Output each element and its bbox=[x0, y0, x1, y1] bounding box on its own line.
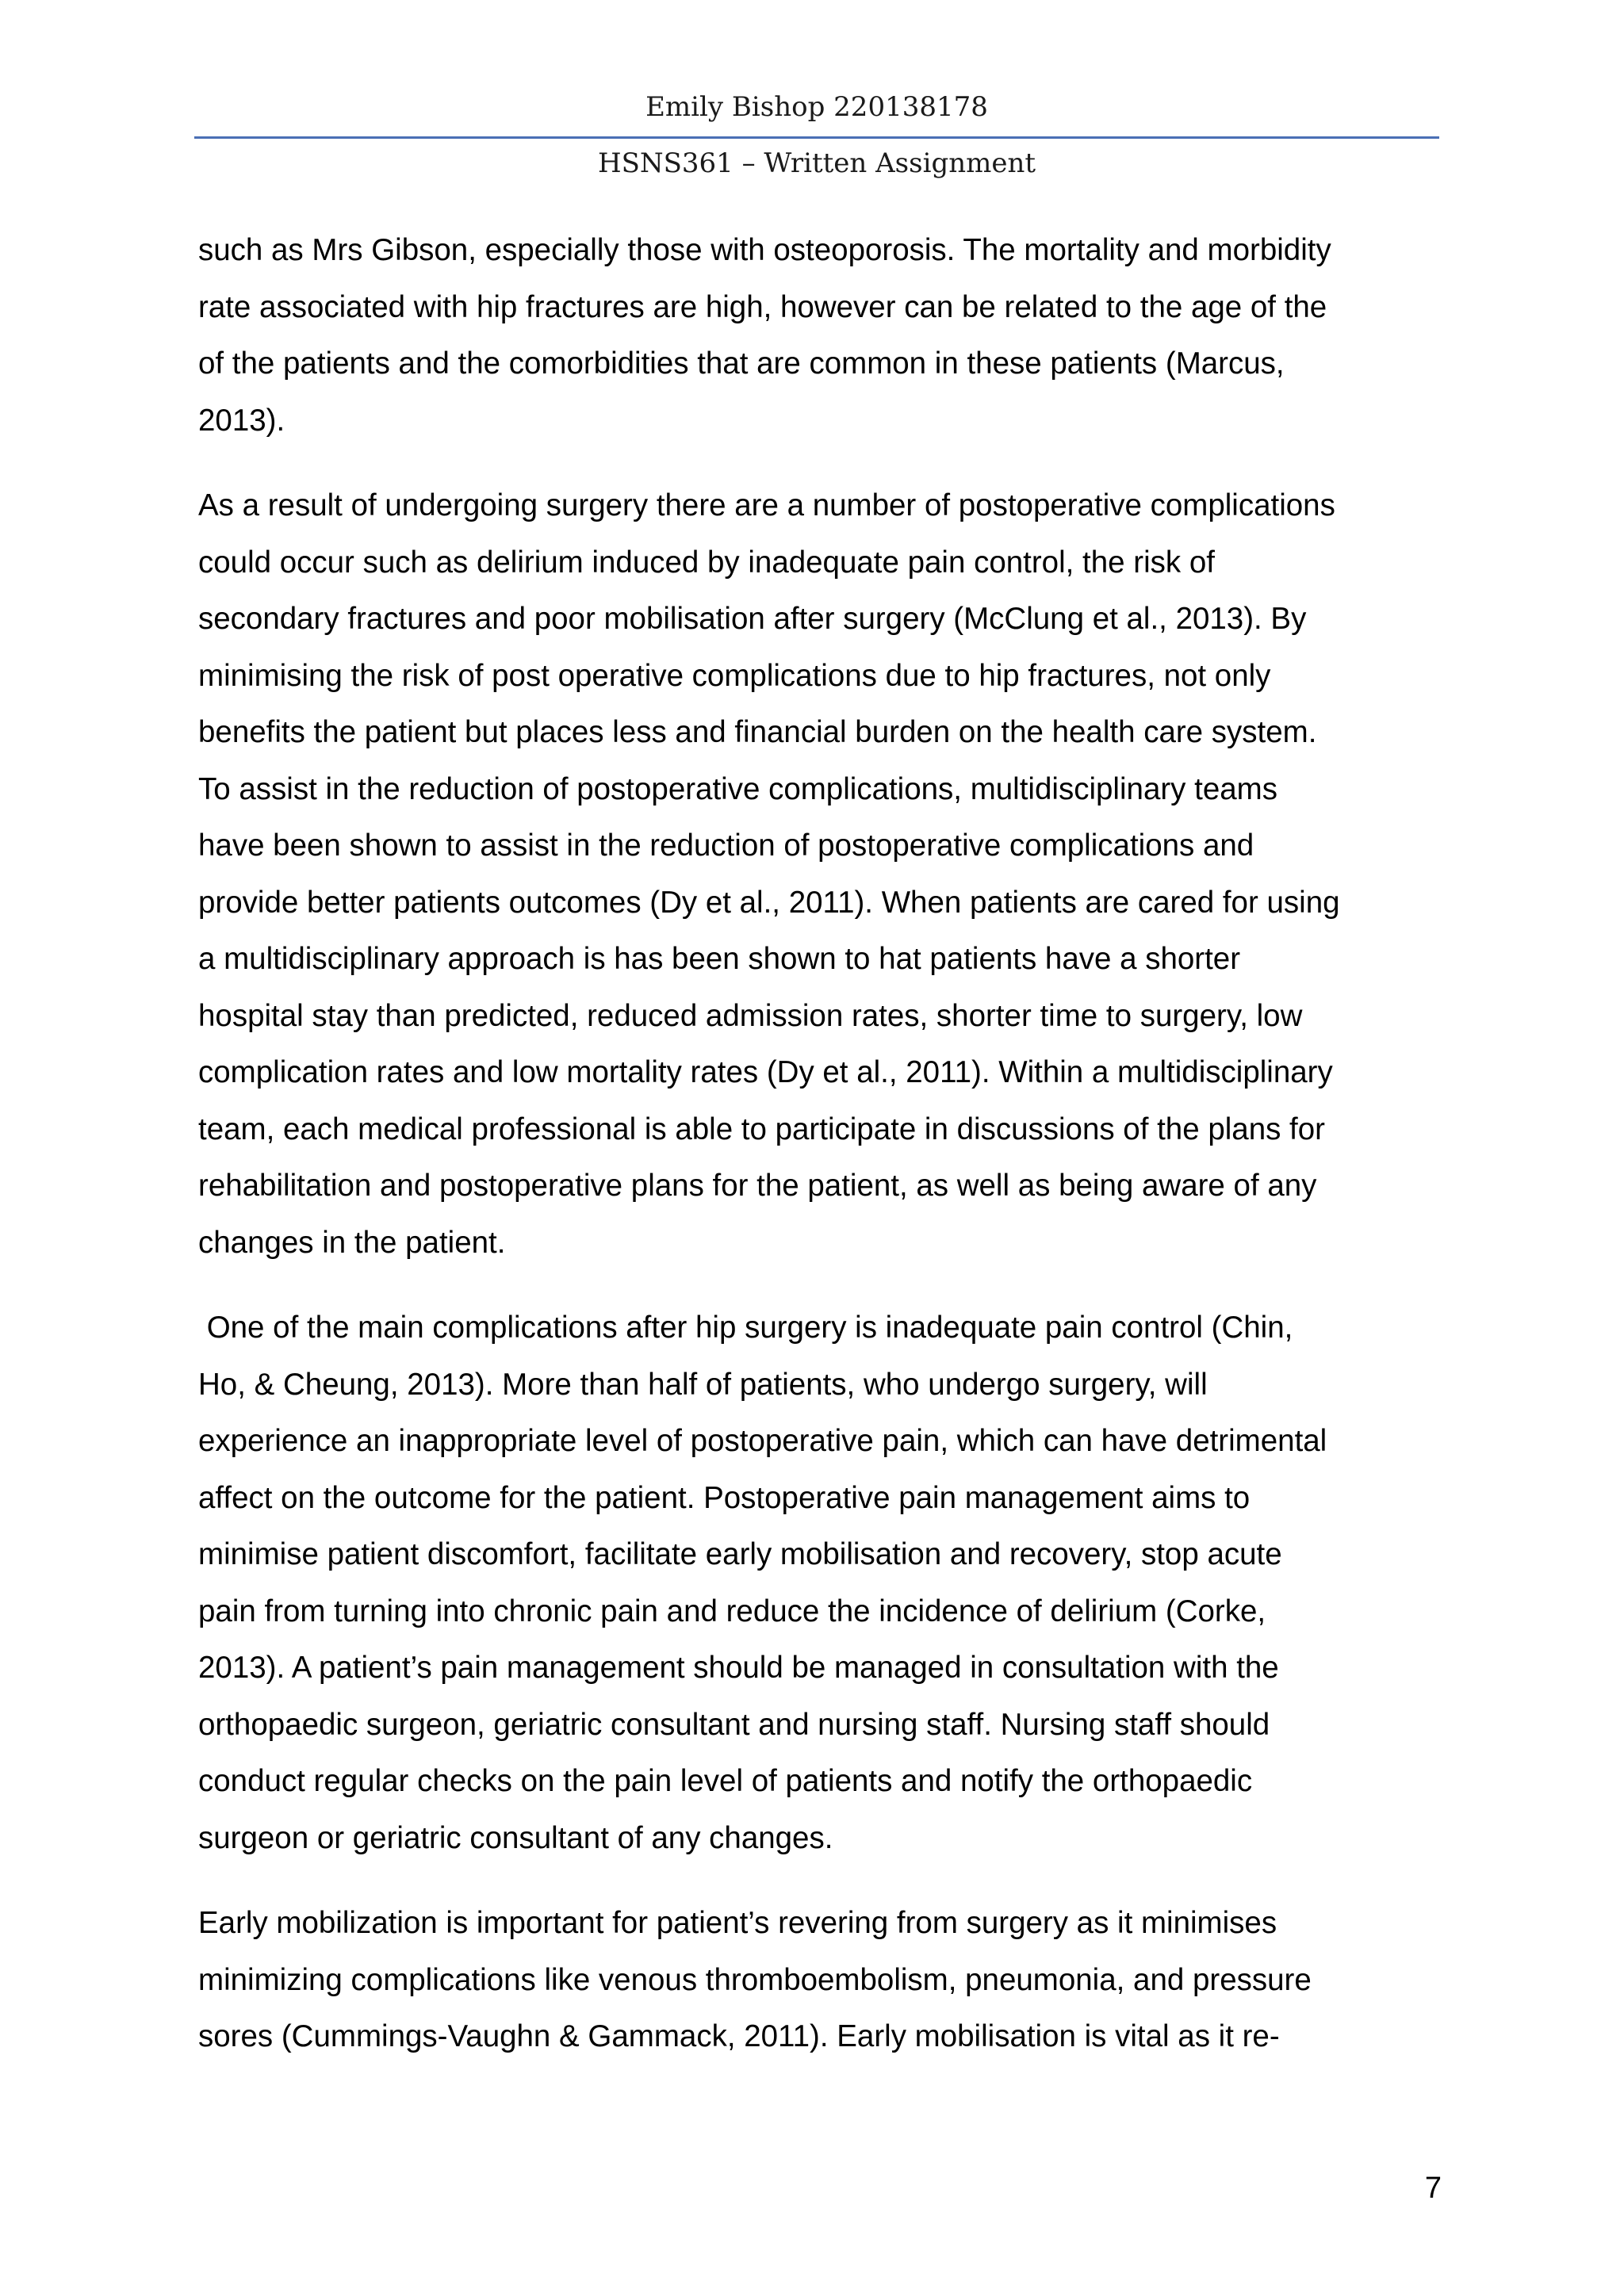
text-line: experience an inappropriate level of postoperative pain, which can have detrimental bbox=[198, 1424, 1327, 1458]
text-line: pain from turning into chronic pain and reduce the incidence of delirium (Corke, bbox=[198, 1594, 1266, 1628]
text-line: hospital stay than predicted, reduced admission rates, shorter time to surgery, low bbox=[198, 998, 1303, 1033]
paragraph-3 bbox=[198, 1299, 1435, 1866]
text-line: changes in the patient. bbox=[198, 1225, 506, 1260]
text-line: a multidisciplinary approach is has been shown to hat patients have a shorter bbox=[198, 942, 1241, 976]
text-line: complication rates and low mortality rates (Dy et al., 2011). Within a multidisciplinary bbox=[198, 1055, 1333, 1089]
text-line: minimise patient discomfort, facilitate early mobilisation and recovery, stop acute bbox=[198, 1537, 1282, 1571]
text-line: 2013). bbox=[198, 403, 285, 438]
text-line: minimizing complications like venous thromboembolism, pneumonia, and pressure bbox=[198, 1962, 1312, 1997]
text-line: secondary fractures and poor mobilisation after surgery (McClung et al., 2013). By bbox=[198, 602, 1307, 636]
text-line: provide better patients outcomes (Dy et al., 2011). When patients are cared for using bbox=[198, 885, 1340, 920]
text-line: affect on the outcome for the patient. Postoperative pain management aims to bbox=[198, 1480, 1251, 1515]
text-line: Early mobilization is important for patient’s revering from surgery as it minimises bbox=[198, 1906, 1277, 1940]
page-header bbox=[194, 87, 1439, 183]
text-line: sores (Cummings-Vaughn & Gammack, 2011). Early mobilisation is vital as it re- bbox=[198, 2019, 1280, 2053]
text-line: conduct regular checks on the pain level of patients and notify the orthopaedic bbox=[198, 1764, 1253, 1798]
text-line: such as Mrs Gibson, especially those with osteoporosis. The mortality and morbidity bbox=[198, 233, 1331, 267]
text-line: To assist in the reduction of postoperative complications, multidisciplinary teams bbox=[198, 771, 1277, 806]
text-line: 2013). A patient’s pain management should be managed in consultation with the bbox=[198, 1651, 1279, 1685]
page-number: 7 bbox=[1424, 2172, 1442, 2205]
header-course-line: HSNS361 – Written Assignment bbox=[597, 147, 1036, 179]
text-line: have been shown to assist in the reduction of postoperative complications and bbox=[198, 828, 1254, 863]
text-line: rehabilitation and postoperative plans for the patient, as well as being aware of any bbox=[198, 1169, 1317, 1203]
paragraph-1 bbox=[198, 222, 1435, 449]
text-line: orthopaedic surgeon, geriatric consultant and nursing staff. Nursing staff should bbox=[198, 1707, 1270, 1742]
text-line: minimising the risk of post operative complications due to hip fractures, not only bbox=[198, 658, 1271, 693]
text-line: As a result of undergoing surgery there are a number of postoperative complications bbox=[198, 488, 1335, 522]
header-rule bbox=[194, 136, 1439, 139]
body-text bbox=[198, 222, 1435, 2094]
text-line: could occur such as delirium induced by inadequate pain control, the risk of bbox=[198, 545, 1215, 580]
text-line: One of the main complications after hip surgery is inadequate pain control (Chin, bbox=[198, 1311, 1293, 1345]
text-line: of the patients and the comorbidities that are common in these patients (Marcus, bbox=[198, 346, 1285, 381]
text-line: rate associated with hip fractures are high, however can be related to the age of the bbox=[198, 289, 1327, 324]
header-author-line: Emily Bishop 220138178 bbox=[645, 91, 988, 123]
text-line: team, each medical professional is able to participate in discussions of the plans for bbox=[198, 1112, 1325, 1146]
text-line: surgeon or geriatric consultant of any changes. bbox=[198, 1820, 833, 1855]
paragraph-2 bbox=[198, 477, 1435, 1271]
text-line: Ho, & Cheung, 2013). More than half of patients, who undergo surgery, will bbox=[198, 1367, 1208, 1402]
text-line: benefits the patient but places less and financial burden on the health care system. bbox=[198, 715, 1317, 749]
paragraph-4 bbox=[198, 1895, 1435, 2065]
